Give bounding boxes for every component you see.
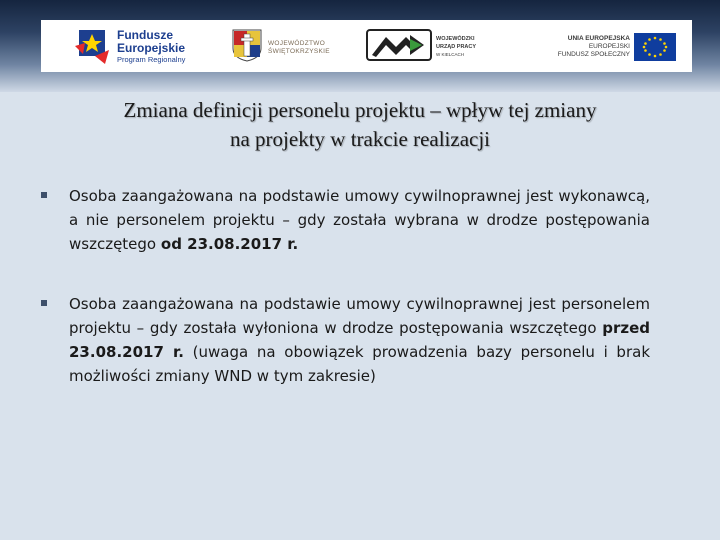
bullet-item-1 [40,184,650,256]
ue-line1: UNIA EUROPEJSKA [567,35,630,42]
slide-title [40,96,680,154]
wup-line3: W KIELCACH [436,52,465,57]
slide-title-line1: Zmiana definicji personelu projektu – wpływ tej zmiany [123,98,597,122]
bullet-list [40,184,650,388]
wup-line1: WOJEWÓDZKI [436,36,475,42]
bullet-2-date: przed 23.08.2017 r. [69,319,650,361]
logo-strip [41,20,692,72]
coat-of-arms-icon [231,28,263,62]
wojewodztwo-line2: ŚWIĘTOKRZYSKIE [268,48,330,55]
fe-program-name: Program Regionalny [117,55,186,64]
fe-star-icon [75,26,113,66]
fe-name-line2: Europejskie [117,41,186,55]
wup-arrow-logo [366,29,432,61]
wup-line2: URZĄD PRACY [436,44,477,50]
wojewodztwo-line1: WOJEWÓDZTWO [268,40,326,47]
bullet-item-2 [40,292,650,388]
eu-flag-icon [634,33,676,61]
slide-title-line2: na projekty w trakcie realizacji [229,127,491,151]
fe-name-line1: Fundusze [117,28,173,42]
wup-logo [366,20,516,72]
unia-europejska-logo [526,20,692,72]
bullet-1-text: Osoba zaangażowana na podstawie umowy cywilnoprawnej jest wykonawcą, a nie personelem projektu – gdy została wybrana w drodze postępowania wszczętego [69,187,650,253]
ue-line3: FUNDUSZ SPOŁECZNY [557,51,630,58]
square-bullet-icon [41,192,47,198]
bullet-1-date: od 23.08.2017 r. [160,235,299,253]
bullet-2-text-after: (uwaga na obowiązek prowadzenia bazy personelu i brak możliwości zmiany WND w tym zakresie) [69,343,651,385]
bullet-2-text: Osoba zaangażowana na podstawie umowy cywilnoprawnej jest personelem projektu – gdy została wyłoniona w drodze postępowania wszczętego [69,295,650,337]
ue-line2: EUROPEJSKI [588,43,630,50]
square-bullet-icon [41,300,47,306]
wojewodztwo-logo [231,20,346,72]
fundusze-europejskie-logo [75,20,230,72]
